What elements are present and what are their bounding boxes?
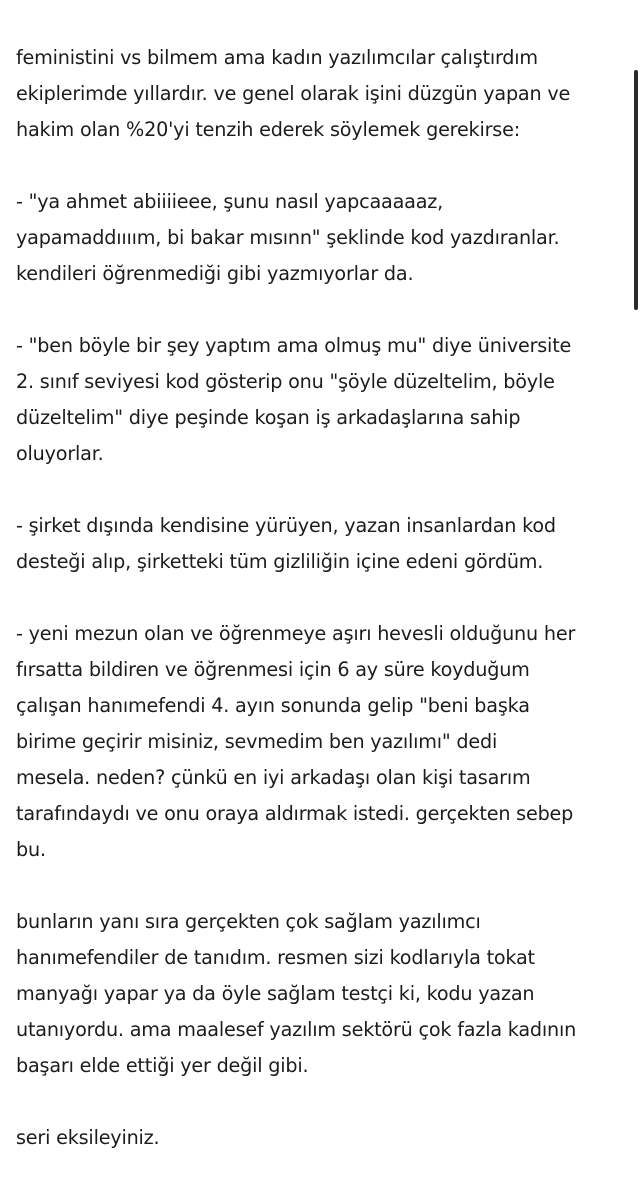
text-line: ekiplerimde yıllardır. ve genel olarak işini düzgün yapan ve bbox=[16, 82, 571, 105]
paragraph-item-3 bbox=[16, 508, 626, 580]
paragraph-signoff bbox=[16, 1120, 626, 1156]
text-line: seri eksileyiniz. bbox=[16, 1126, 160, 1149]
paragraph-item-4 bbox=[16, 616, 626, 868]
text-line: fırsatta bildiren ve öğrenmesi için 6 ay süre koyduğum bbox=[16, 658, 530, 681]
text-line: birime geçirir misiniz, sevmedim ben yazılımı" dedi bbox=[16, 730, 498, 753]
text-line: - yeni mezun olan ve öğrenmeye aşırı hevesli olduğunu her bbox=[16, 622, 576, 645]
paragraph-spacer bbox=[16, 148, 626, 184]
text-line: utanıyordu. ama maalesef yazılım sektörü çok fazla kadının bbox=[16, 1018, 577, 1041]
paragraph-spacer bbox=[16, 580, 626, 616]
paragraph-spacer bbox=[16, 1084, 626, 1120]
text-line: - şirket dışında kendisine yürüyen, yazan insanlardan kod bbox=[16, 514, 556, 537]
paragraph-closing bbox=[16, 904, 626, 1084]
text-line: tarafındaydı ve onu oraya aldırmak istedi. gerçekten sebep bbox=[16, 802, 574, 825]
paragraph-intro bbox=[16, 40, 626, 148]
paragraph-spacer bbox=[16, 292, 626, 328]
paragraph-spacer bbox=[16, 472, 626, 508]
text-line: bu. bbox=[16, 838, 46, 861]
text-line: yapamaddıııım, bi bakar mısınn" şeklinde kod yazdıranlar. bbox=[16, 226, 560, 249]
text-line: çalışan hanımefendi 4. ayın sonunda gelip "beni başka bbox=[16, 694, 530, 717]
text-line: başarı elde ettiği yer değil gibi. bbox=[16, 1054, 309, 1077]
text-line: feministini vs bilmem ama kadın yazılımcılar çalıştırdım bbox=[16, 46, 538, 69]
text-line: düzeltelim" diye peşinde koşan iş arkadaşlarına sahip bbox=[16, 406, 521, 429]
paragraph-item-2 bbox=[16, 328, 626, 472]
text-line: manyağı yapar ya da öyle sağlam testçi ki, kodu yazan bbox=[16, 982, 535, 1005]
post-body bbox=[16, 40, 626, 1156]
paragraph-spacer bbox=[16, 868, 626, 904]
text-line: kendileri öğrenmediği gibi yazmıyorlar da. bbox=[16, 262, 414, 285]
text-line: - "ya ahmet abiiiieee, şunu nasıl yapcaaaaaz, bbox=[16, 190, 444, 213]
text-line: oluyorlar. bbox=[16, 442, 104, 465]
scrollbar[interactable] bbox=[633, 70, 641, 310]
text-line: bunların yanı sıra gerçekten çok sağlam yazılımcı bbox=[16, 910, 481, 933]
text-line: - "ben böyle bir şey yaptım ama olmuş mu" diye üniversite bbox=[16, 334, 572, 357]
paragraph-item-1 bbox=[16, 184, 626, 292]
text-line: hanımefendiler de tanıdım. resmen sizi kodlarıyla tokat bbox=[16, 946, 535, 969]
text-line: mesela. neden? çünkü en iyi arkadaşı olan kişi tasarım bbox=[16, 766, 531, 789]
text-line: 2. sınıf seviyesi kod gösterip onu "şöyle düzeltelim, böyle bbox=[16, 370, 555, 393]
scrollbar-thumb[interactable] bbox=[634, 70, 638, 310]
text-line: hakim olan %20'yi tenzih ederek söylemek gerekirse: bbox=[16, 118, 520, 141]
text-line: desteği alıp, şirketteki tüm gizliliğin içine edeni gördüm. bbox=[16, 550, 544, 573]
